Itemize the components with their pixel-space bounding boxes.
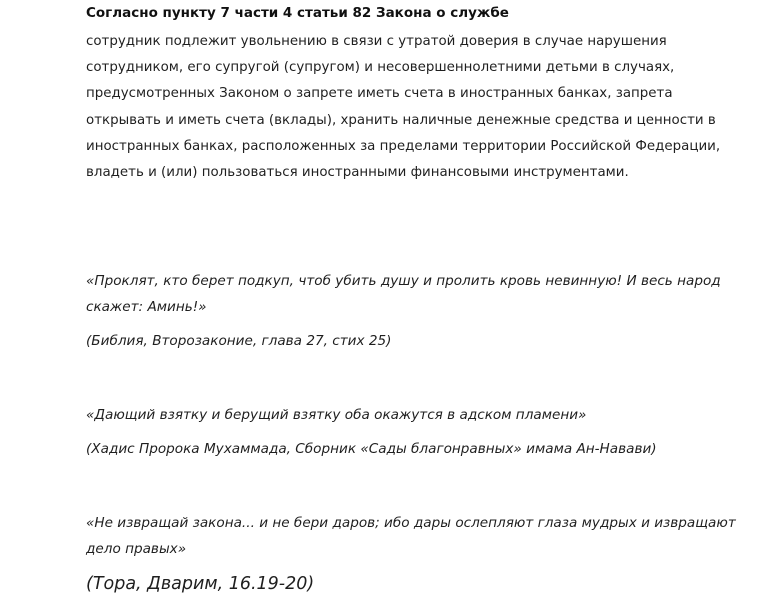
quote-line: «Дающий взятку и берущий взятку оба окажутся в адском пламени»: [86, 407, 587, 423]
quote-source-bible: (Библия, Второзаконие, глава 27, стих 25): [86, 333, 392, 349]
article-heading: Согласно пункту 7 части 4 статьи 82 Закона о службе: [86, 5, 509, 21]
article-line: сотрудником, его супругой (супругом) и несовершеннолетними детьми в случаях,: [86, 60, 675, 76]
article-line: владеть и (или) пользоваться иностранными финансовыми инструментами.: [86, 165, 629, 181]
quote-source-torah: (Тора, Дварим, 16.19-20): [86, 574, 315, 594]
quote-line: «Проклят, кто берет подкуп, чтоб убить душу и пролить кровь невинную! И весь народ: [86, 273, 721, 289]
quote-line: «Не извращай закона... и не бери даров; ибо дары ослепляют глаза мудрых и извращают: [86, 515, 736, 531]
article-line: иностранных банках, расположенных за пределами территории Российской Федерации,: [86, 138, 721, 154]
article-line: предусмотренных Законом о запрете иметь счета в иностранных банках, запрета: [86, 86, 673, 102]
article-line: сотрудник подлежит увольнению в связи с утратой доверия в случае нарушения: [86, 34, 667, 49]
quote-line: скажет: Аминь!»: [86, 299, 207, 315]
quote-source-hadith: (Хадис Пророка Мухаммада, Сборник «Сады благонравных» имама Ан-Навави): [86, 441, 657, 457]
quote-bible: [86, 268, 721, 320]
article-line: открывать и иметь счета (вклады), хранить наличные денежные средства и ценности в: [86, 112, 716, 128]
quote-hadith: [86, 402, 586, 428]
article-paragraph: [86, 29, 736, 186]
quote-line: дело правых»: [86, 541, 187, 557]
quote-torah: [86, 510, 736, 562]
